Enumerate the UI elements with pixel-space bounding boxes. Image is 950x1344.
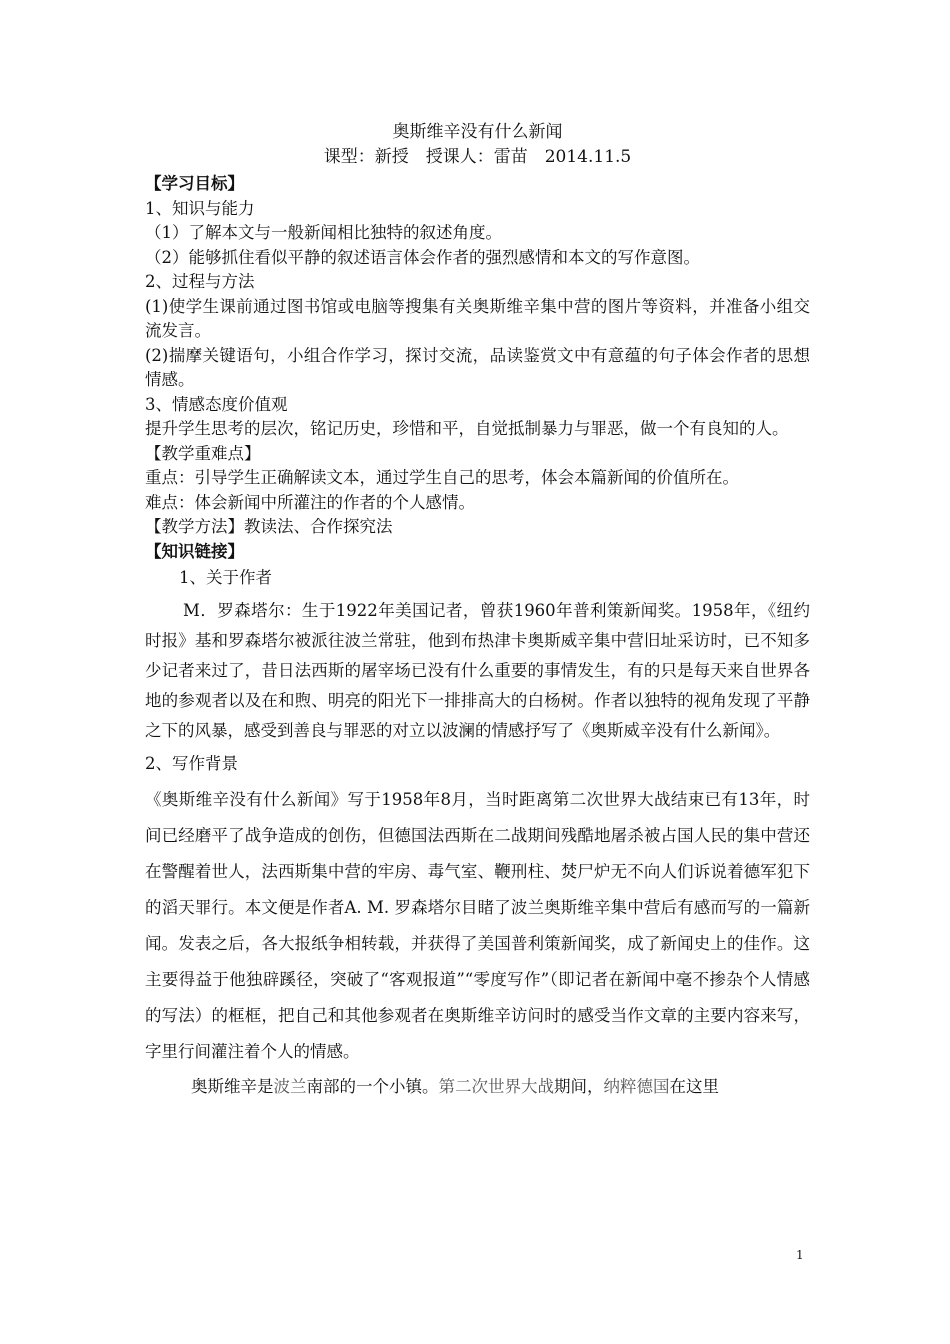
last-text-c: 期间， — [554, 1077, 604, 1096]
goal-3a: 提升学生思考的层次，铭记历史，珍惜和平，自觉抵制暴力与罪恶，做一个有良知的人。 — [145, 419, 789, 438]
page-number: 1 — [796, 1248, 804, 1262]
document-body — [145, 120, 810, 1102]
key-heading: 【教学重难点】 — [145, 443, 261, 463]
goal-1b: （2）能够抓住看似平静的叙述语言体会作者的强烈感情和本文的写作意图。 — [145, 247, 700, 267]
last-text-a: 奥斯维辛是 — [191, 1077, 274, 1096]
key-difficulty: 难点：体会新闻中所灌注的作者的个人感情。 — [145, 492, 475, 512]
goal-2a: (1)使学生课前通过图书馆或电脑等搜集有关奥斯维辛集中营的图片等资料，并准备小组交流发言。 — [145, 296, 810, 340]
link-poland[interactable]: 波兰 — [273, 1077, 307, 1096]
method-line: 【教学方法】教读法、合作探究法 — [145, 517, 393, 536]
link-ww2[interactable]: 第二次世界大战 — [438, 1077, 554, 1096]
goal-2b: (2)揣摩关键语句，小组合作学习，探讨交流，品读鉴赏文中有意蕴的句子体会作者的思想情感。 — [145, 345, 810, 389]
last-text-d: 在这里 — [669, 1077, 719, 1096]
author-text: M．罗森塔尔：生于1922年美国记者，曾获1960年普利策新闻奖。1958年，《纽约时报》基和罗森塔尔被派往波兰常驻，他到布热津卡奥斯威辛集中营旧址采访时，已不知多少记者来过了，昔日法西斯的屠宰场已没有什么重要的事情发生，有的只是每天来自世界各地的参观者以及在和煦、明亮的阳光下一排排高大的白杨树。作者以独特的视角发现了平静之下的风暴，感受到善良与罪恶的对立以波澜的情感抒写了《奥斯威辛没有什么新闻》。 — [145, 601, 810, 740]
goal-3-title: 3、情感态度价值观 — [145, 394, 288, 414]
background-text: 《奥斯维辛没有什么新闻》写于1958年8月，当时距离第二次世界大战结束已有13年，时间已经磨平了战争造成的创伤，但德国法西斯在二战期间残酷地屠杀被占国人民的集中营还在警醒着世人，法西斯集中营的牢房、毒气室、鞭刑柱、焚尸炉无不向人们诉说着德军犯下的滔天罪行。本文便是作者A. M. 罗森塔尔目睹了波兰奥斯维辛集中营后有感而写的一篇新闻。发表之后，各大报纸争相转载，并获得了美国普利策新闻奖，成了新闻史上的佳作。这主要得益于他独辟蹊径，突破了“客观报道”“零度写作”（即记者在新闻中毫不掺杂个人情感的写法）的框框，把自己和其他参观者在奥斯维辛访问时的感受当作文章的主要内容来写，字里行间灌注着个人的情感。 — [145, 790, 810, 1061]
goal-2-title: 2、过程与方法 — [145, 272, 255, 291]
goals-heading: 【学习目标】 — [145, 174, 244, 193]
background-title: 2、写作背景 — [145, 754, 238, 773]
last-paragraph — [145, 1072, 810, 1102]
knowledge-heading: 【知识链接】 — [145, 541, 244, 561]
goal-1a: （1）了解本文与一般新闻相比独特的叙述角度。 — [145, 223, 502, 242]
author-title: 1、关于作者 — [179, 568, 272, 587]
link-nazi-germany[interactable]: 纳粹德国 — [603, 1077, 670, 1096]
document-title: 奥斯维辛没有什么新闻 — [392, 122, 563, 142]
document-subtitle: 课型：新授 授课人：雷苗 2014.11.5 — [323, 147, 632, 167]
goal-1-title: 1、知识与能力 — [145, 198, 255, 218]
last-text-b: 南部的一个小镇。 — [306, 1077, 439, 1096]
key-focus: 重点：引导学生正确解读文本，通过学生自己的思考，体会本篇新闻的价值所在。 — [145, 468, 739, 487]
